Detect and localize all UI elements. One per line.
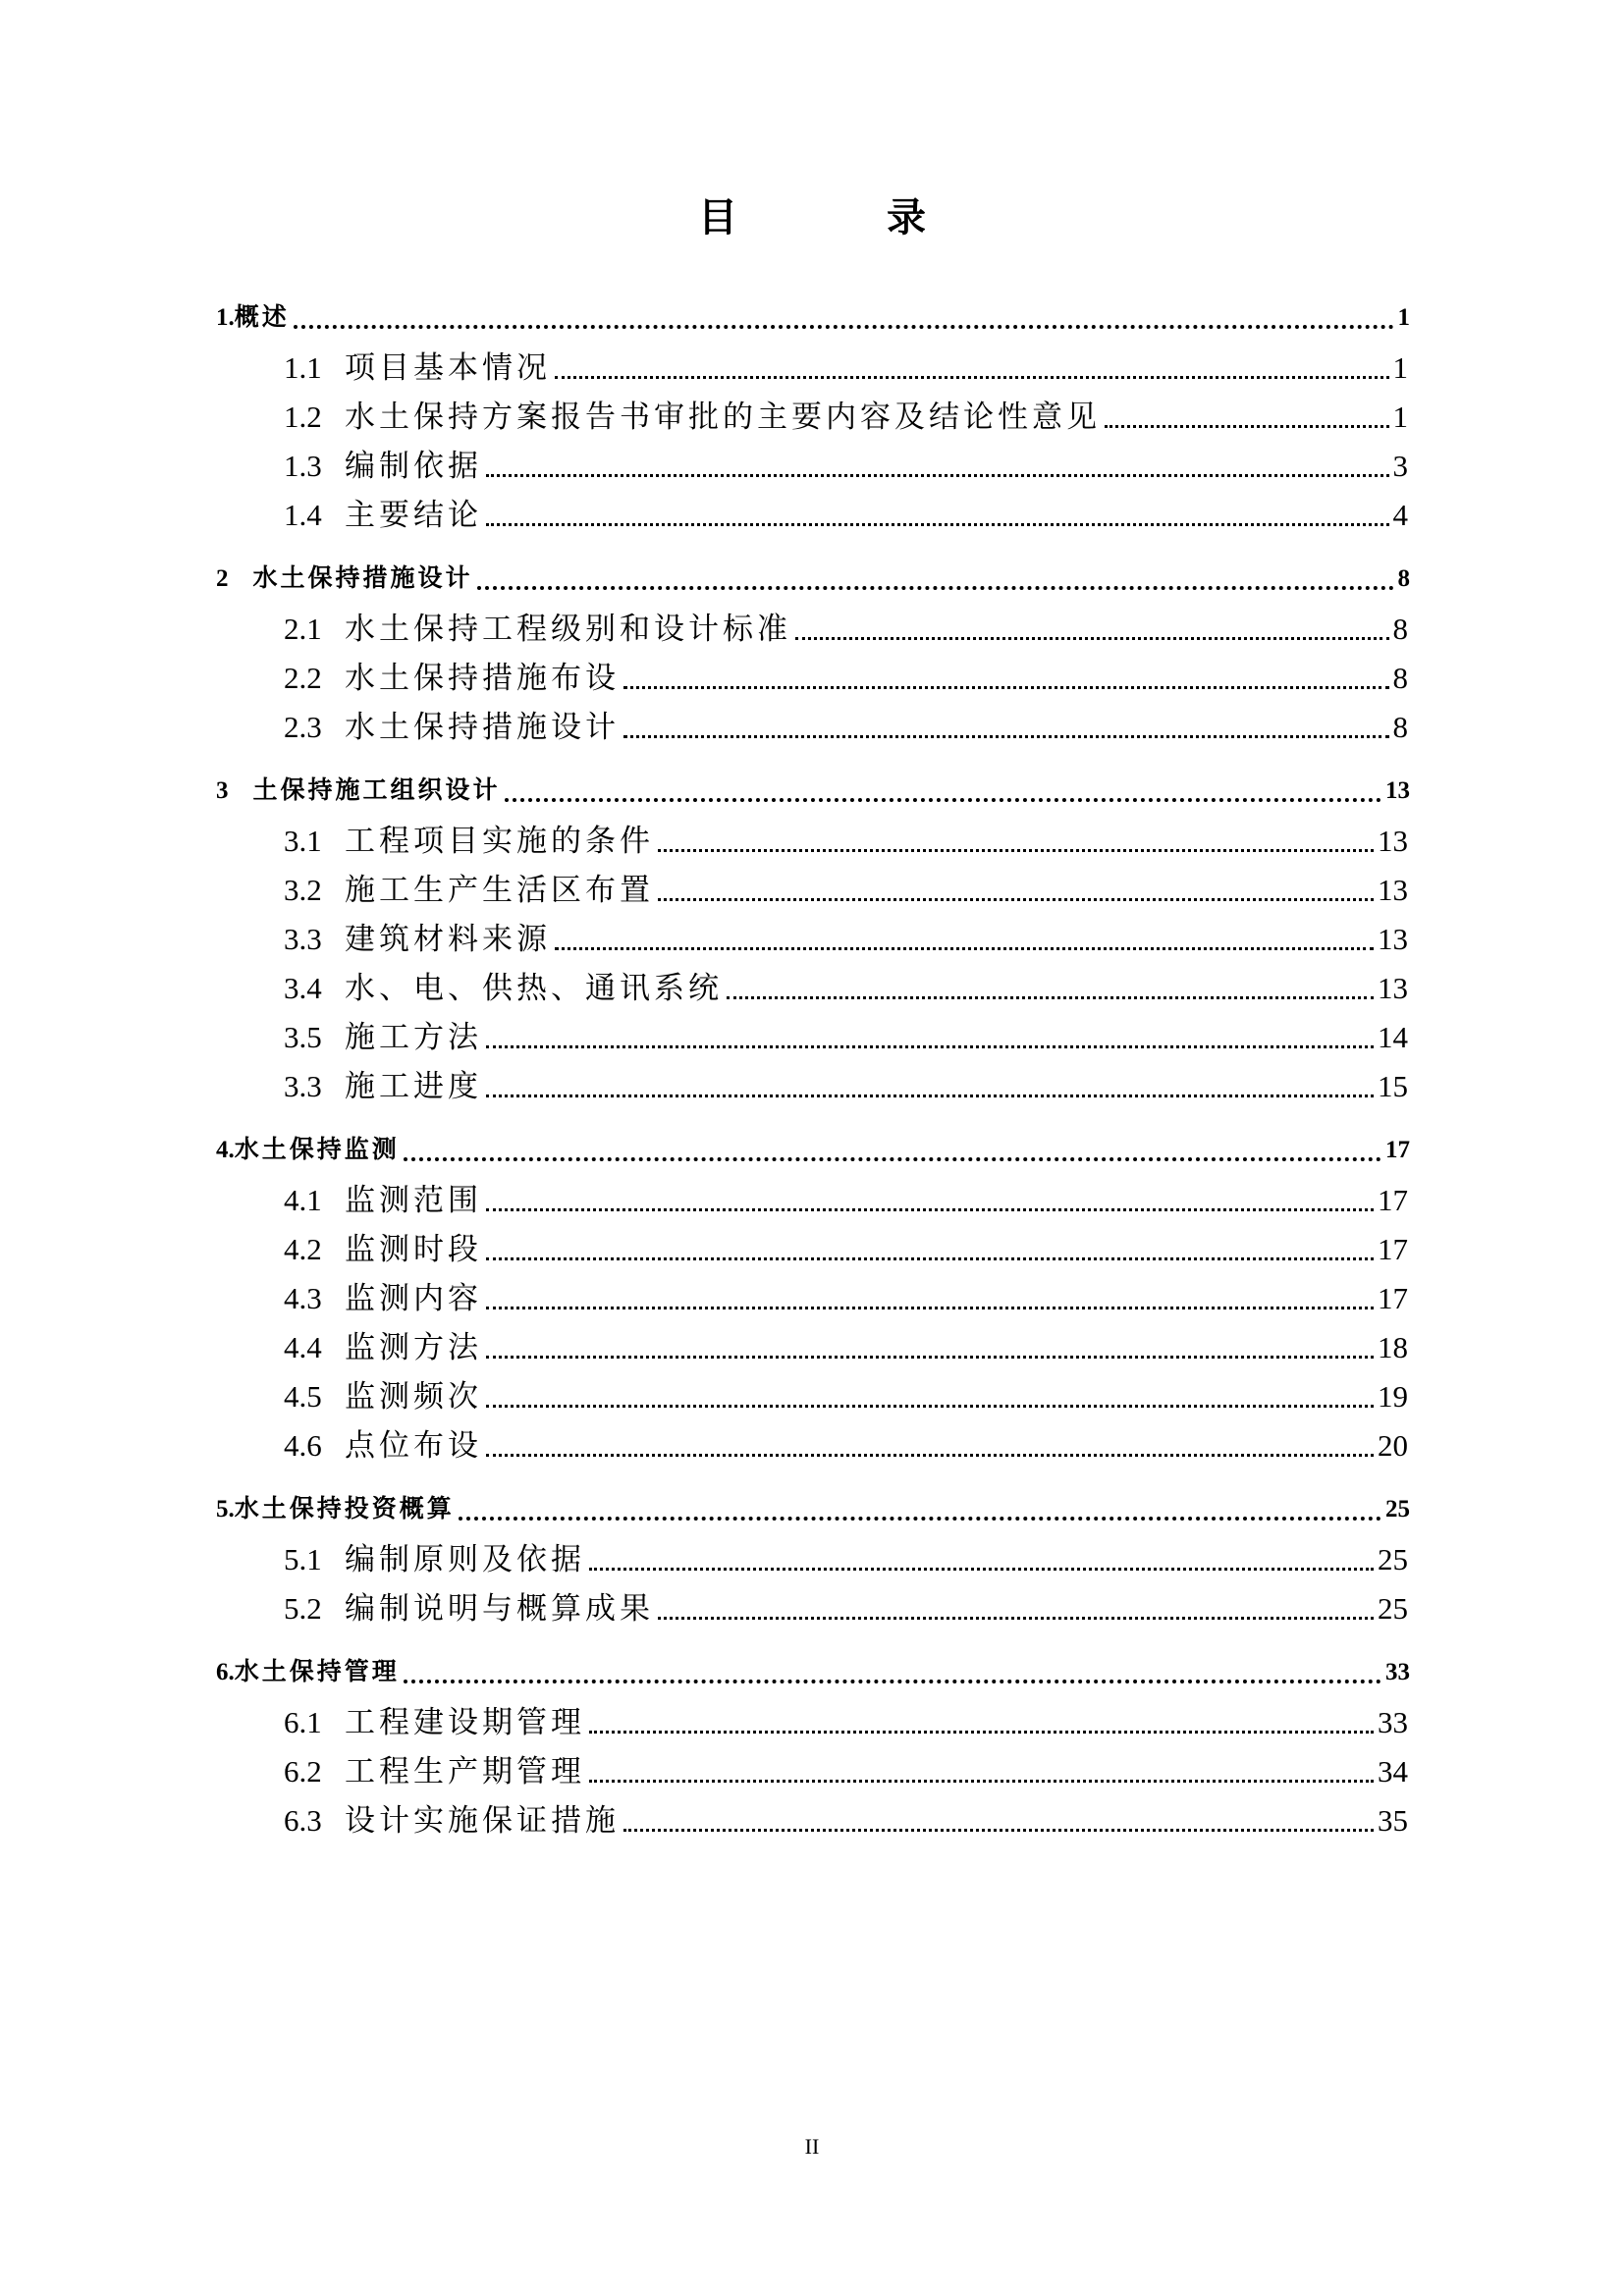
subsection-title: 施工方法	[345, 1020, 482, 1054]
dot-leader	[795, 605, 1389, 654]
subsection-title: 建筑材料来源	[345, 922, 551, 956]
subsection-page-number: 17	[1378, 1232, 1408, 1266]
subsection-title: 设计实施保证措施	[345, 1803, 620, 1838]
subsection-number: 3.3	[284, 1069, 322, 1103]
subsection-page-number: 17	[1378, 1281, 1408, 1315]
chapter-number: 5.	[216, 1496, 235, 1522]
subsection-title: 水、电、供热、通讯系统	[345, 971, 723, 1005]
dot-leader	[589, 1698, 1374, 1747]
subsection-page-number: 8	[1392, 661, 1408, 695]
toc-section	[216, 1125, 1410, 1470]
toc-chapter-entry[interactable]	[216, 293, 1410, 344]
chapter-page-number: 33	[1385, 1659, 1410, 1685]
dot-leader	[486, 1176, 1374, 1225]
subsection-title: 监测频次	[345, 1379, 482, 1414]
dot-leader	[404, 1125, 1381, 1176]
subsection-number: 3.2	[284, 873, 322, 907]
subsection-title: 监测时段	[345, 1232, 482, 1266]
subsection-number: 4.3	[284, 1281, 322, 1315]
dot-leader	[623, 703, 1389, 752]
page-number: II	[804, 2134, 820, 2159]
toc-subsection-entry[interactable]	[216, 393, 1410, 442]
toc-subsection-list	[216, 817, 1410, 1111]
toc-chapter-entry[interactable]	[216, 554, 1410, 605]
dot-leader	[294, 293, 1394, 344]
toc-chapter-entry[interactable]	[216, 1647, 1410, 1698]
dot-leader	[658, 866, 1374, 915]
toc-subsection-entry[interactable]	[216, 915, 1410, 964]
subsection-page-number: 1	[1392, 350, 1408, 385]
toc-subsection-entry[interactable]	[216, 964, 1410, 1013]
subsection-page-number: 13	[1378, 922, 1408, 956]
dot-leader	[555, 915, 1374, 964]
subsection-page-number: 25	[1378, 1591, 1408, 1626]
toc-subsection-entry[interactable]	[216, 344, 1410, 393]
subsection-page-number: 25	[1378, 1542, 1408, 1576]
dot-leader	[459, 1484, 1381, 1535]
subsection-number: 4.5	[284, 1379, 322, 1414]
subsection-page-number: 17	[1378, 1183, 1408, 1217]
subsection-number: 4.1	[284, 1183, 322, 1217]
subsection-page-number: 34	[1378, 1754, 1408, 1789]
subsection-page-number: 14	[1378, 1020, 1408, 1054]
chapter-title: 水土保持管理	[234, 1659, 400, 1685]
subsection-number: 3.1	[284, 824, 322, 858]
dot-leader	[658, 817, 1374, 866]
subsection-number: 3.3	[284, 922, 322, 956]
chapter-page-number: 25	[1385, 1496, 1410, 1522]
dot-leader	[555, 344, 1389, 393]
toc-subsection-list	[216, 1698, 1410, 1845]
subsection-title: 工程建设期管理	[345, 1705, 585, 1739]
subsection-number: 5.1	[284, 1542, 322, 1576]
subsection-page-number: 19	[1378, 1379, 1408, 1414]
toc-subsection-entry[interactable]	[216, 1176, 1410, 1225]
toc-subsection-entry[interactable]	[216, 491, 1410, 540]
toc-subsection-entry[interactable]	[216, 1584, 1410, 1633]
subsection-title: 工程项目实施的条件	[345, 824, 654, 858]
subsection-page-number: 8	[1392, 612, 1408, 646]
subsection-title: 水土保持工程级别和设计标准	[345, 612, 791, 646]
subsection-title: 监测内容	[345, 1281, 482, 1315]
subsection-number: 3.5	[284, 1020, 322, 1054]
toc-subsection-entry[interactable]	[216, 1225, 1410, 1274]
dot-leader	[486, 442, 1389, 491]
subsection-number: 1.2	[284, 400, 322, 434]
subsection-page-number: 13	[1378, 824, 1408, 858]
subsection-page-number: 18	[1378, 1330, 1408, 1364]
toc-subsection-entry[interactable]	[216, 1274, 1410, 1323]
toc-chapter-entry[interactable]	[216, 766, 1410, 817]
toc-subsection-entry[interactable]	[216, 1796, 1410, 1845]
subsection-title: 水土保持措施布设	[345, 661, 620, 695]
toc-chapter-entry[interactable]	[216, 1484, 1410, 1535]
toc-subsection-entry[interactable]	[216, 1372, 1410, 1421]
subsection-title: 水土保持方案报告书审批的主要内容及结论性意见	[345, 400, 1101, 434]
toc-subsection-entry[interactable]	[216, 1062, 1410, 1111]
toc-section	[216, 1647, 1410, 1845]
toc-subsection-entry[interactable]	[216, 1747, 1410, 1796]
subsection-title: 监测方法	[345, 1330, 482, 1364]
chapter-page-number: 13	[1385, 777, 1410, 804]
subsection-page-number: 8	[1392, 710, 1408, 744]
toc-subsection-entry[interactable]	[216, 605, 1410, 654]
toc-subsection-entry[interactable]	[216, 1013, 1410, 1062]
table-of-contents	[216, 293, 1410, 1859]
subsection-number: 2.3	[284, 710, 322, 744]
subsection-number: 1.1	[284, 350, 322, 385]
dot-leader	[477, 554, 1394, 605]
dot-leader	[486, 491, 1389, 540]
subsection-number: 4.4	[284, 1330, 322, 1364]
chapter-page-number: 17	[1385, 1137, 1410, 1163]
chapter-title: 土保持施工组织设计	[252, 777, 501, 804]
subsection-number: 4.6	[284, 1428, 322, 1463]
chapter-number: 2	[216, 565, 253, 592]
toc-subsection-entry[interactable]	[216, 866, 1410, 915]
subsection-number: 6.3	[284, 1803, 322, 1838]
subsection-page-number: 4	[1392, 498, 1408, 532]
toc-chapter-entry[interactable]	[216, 1125, 1410, 1176]
subsection-page-number: 20	[1378, 1428, 1408, 1463]
dot-leader	[1105, 393, 1389, 442]
subsection-page-number: 13	[1378, 971, 1408, 1005]
subsection-title: 主要结论	[345, 498, 482, 532]
subsection-number: 3.4	[284, 971, 322, 1005]
dot-leader	[486, 1062, 1374, 1111]
dot-leader	[486, 1013, 1374, 1062]
subsection-number: 2.1	[284, 612, 322, 646]
chapter-page-number: 8	[1397, 565, 1410, 592]
toc-section	[216, 293, 1410, 540]
subsection-title: 施工进度	[345, 1069, 482, 1103]
chapter-number: 6.	[216, 1659, 235, 1685]
subsection-page-number: 1	[1392, 400, 1408, 434]
dot-leader	[623, 1796, 1374, 1845]
subsection-number: 2.2	[284, 661, 322, 695]
toc-subsection-entry[interactable]	[216, 1535, 1410, 1584]
toc-subsection-list	[216, 605, 1410, 752]
subsection-number: 1.3	[284, 449, 322, 483]
dot-leader	[623, 654, 1389, 703]
toc-subsection-list	[216, 1176, 1410, 1470]
chapter-title: 概述	[234, 304, 290, 331]
toc-section	[216, 554, 1410, 752]
toc-subsection-entry[interactable]	[216, 654, 1410, 703]
subsection-title: 监测范围	[345, 1183, 482, 1217]
dot-leader	[404, 1647, 1381, 1698]
chapter-number: 4.	[216, 1137, 235, 1163]
subsection-number: 1.4	[284, 498, 322, 532]
dot-leader	[727, 964, 1374, 1013]
dot-leader	[486, 1372, 1374, 1421]
chapter-number: 1.	[216, 304, 235, 331]
chapter-title: 水土保持措施设计	[252, 565, 473, 592]
toc-section	[216, 1484, 1410, 1633]
subsection-title: 项目基本情况	[345, 350, 551, 385]
dot-leader	[486, 1323, 1374, 1372]
subsection-number: 5.2	[284, 1591, 322, 1626]
toc-subsection-entry[interactable]	[216, 817, 1410, 866]
dot-leader	[589, 1747, 1374, 1796]
toc-subsection-entry[interactable]	[216, 1421, 1410, 1470]
subsection-number: 6.2	[284, 1754, 322, 1789]
subsection-title: 编制依据	[345, 449, 482, 483]
subsection-page-number: 3	[1392, 449, 1408, 483]
dot-leader	[486, 1421, 1374, 1470]
subsection-title: 点位布设	[345, 1428, 482, 1463]
dot-leader	[589, 1535, 1374, 1584]
toc-title: 目 录	[698, 195, 981, 240]
subsection-number: 6.1	[284, 1705, 322, 1739]
subsection-page-number: 15	[1378, 1069, 1408, 1103]
toc-subsection-list	[216, 344, 1410, 540]
toc-subsection-entry[interactable]	[216, 442, 1410, 491]
subsection-page-number: 33	[1378, 1705, 1408, 1739]
toc-subsection-entry[interactable]	[216, 1323, 1410, 1372]
subsection-page-number: 13	[1378, 873, 1408, 907]
chapter-page-number: 1	[1397, 304, 1410, 331]
toc-subsection-list	[216, 1535, 1410, 1633]
dot-leader	[658, 1584, 1374, 1633]
subsection-title: 工程生产期管理	[345, 1754, 585, 1789]
toc-subsection-entry[interactable]	[216, 1698, 1410, 1747]
toc-subsection-entry[interactable]	[216, 703, 1410, 752]
subsection-title: 编制原则及依据	[345, 1542, 585, 1576]
subsection-number: 4.2	[284, 1232, 322, 1266]
dot-leader	[486, 1225, 1374, 1274]
subsection-title: 编制说明与概算成果	[345, 1591, 654, 1626]
subsection-title: 施工生产生活区布置	[345, 873, 654, 907]
chapter-title: 水土保持监测	[234, 1137, 400, 1163]
subsection-title: 水土保持措施设计	[345, 710, 620, 744]
chapter-number: 3	[216, 777, 253, 804]
dot-leader	[486, 1274, 1374, 1323]
toc-section	[216, 766, 1410, 1111]
subsection-page-number: 35	[1378, 1803, 1408, 1838]
dot-leader	[505, 766, 1381, 817]
chapter-title: 水土保持投资概算	[234, 1496, 455, 1522]
